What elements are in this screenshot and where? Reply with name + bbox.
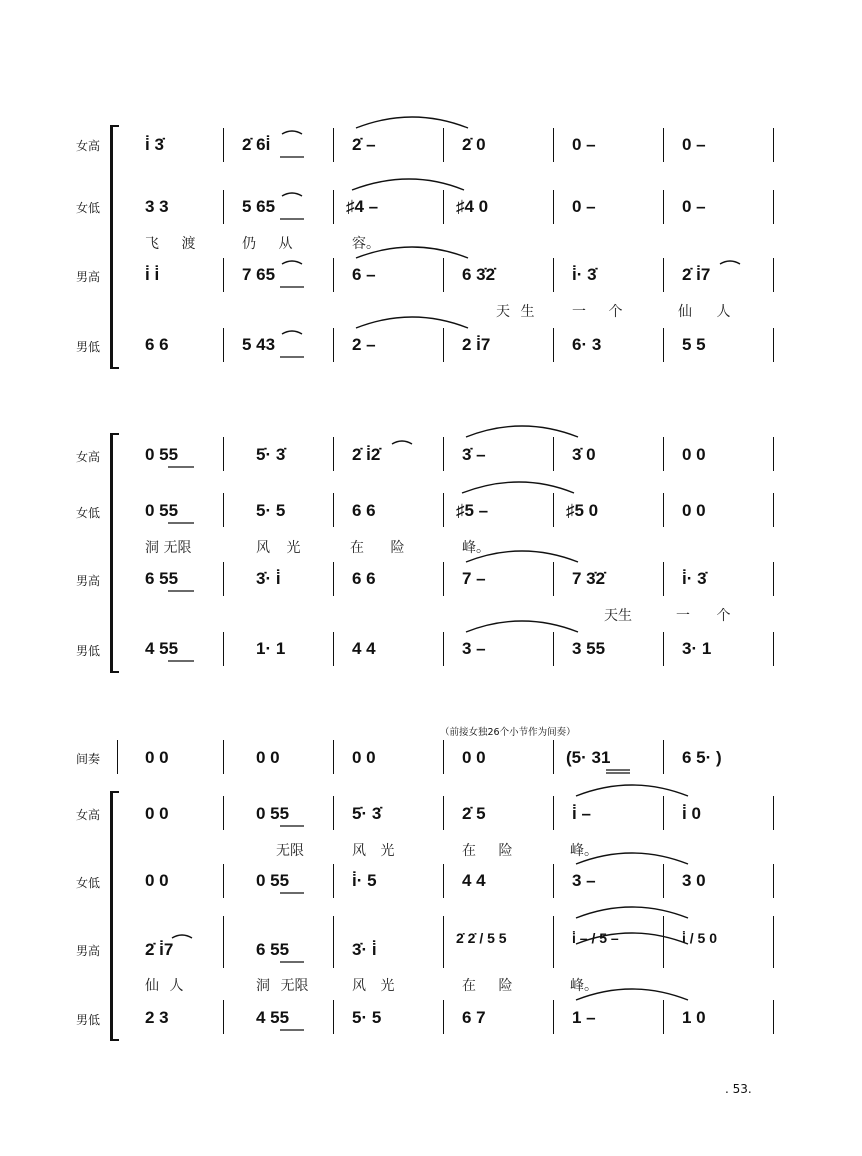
measure: i̇ 0 bbox=[682, 804, 701, 823]
part-label: 女高 bbox=[76, 139, 101, 153]
measure: 5̇· 3̇ bbox=[352, 804, 382, 823]
part-label: 女高 bbox=[76, 450, 101, 464]
measure: 3 0 bbox=[682, 871, 706, 890]
measure: 2̇ i̇7 bbox=[145, 940, 174, 959]
interlude-bracket bbox=[117, 740, 118, 774]
measure: 6 55 bbox=[256, 940, 290, 959]
barline bbox=[773, 796, 774, 830]
measure: 5· 5 bbox=[256, 501, 286, 520]
barline bbox=[443, 1000, 444, 1034]
measure: i̇ 3̇ bbox=[145, 135, 164, 154]
measure: 6 3̇2̇ bbox=[462, 265, 496, 284]
tie-arc bbox=[356, 317, 468, 328]
short-slur bbox=[392, 441, 412, 444]
barline bbox=[663, 562, 664, 596]
measure: 2̇ i̇2̇ bbox=[352, 445, 381, 464]
part-label: 男高 bbox=[76, 944, 101, 958]
barline bbox=[223, 328, 224, 362]
part-label: 男高 bbox=[76, 574, 101, 588]
measure: ♯4 0 bbox=[456, 197, 489, 216]
barline bbox=[663, 740, 664, 774]
lyric: 一 个 bbox=[572, 304, 623, 320]
measure: i̇ i̇ bbox=[145, 265, 160, 284]
barline bbox=[553, 796, 554, 830]
barline bbox=[553, 190, 554, 224]
measure: 5 5 bbox=[682, 335, 706, 354]
measure: 4 55 bbox=[256, 1008, 290, 1027]
lyric: 仙 人 bbox=[678, 304, 731, 320]
measure: 2̇ – bbox=[352, 135, 376, 154]
measure: (5· 31 bbox=[566, 748, 611, 767]
measure: 7 3̇2̇ bbox=[572, 569, 606, 588]
measure: 0 55 bbox=[256, 871, 290, 890]
barline bbox=[223, 864, 224, 898]
barline bbox=[553, 740, 554, 774]
measure: 0 55 bbox=[256, 804, 290, 823]
barline bbox=[443, 916, 444, 968]
measure: 6 6 bbox=[352, 569, 376, 588]
lyric: 风 光 bbox=[352, 978, 395, 994]
lyric: 洞 无限 bbox=[256, 978, 309, 994]
lyric: 风 光 bbox=[352, 843, 395, 859]
measure: 1 0 bbox=[682, 1008, 706, 1027]
measure: 3̇· i̇ bbox=[352, 940, 377, 959]
barline bbox=[223, 493, 224, 527]
short-slur bbox=[282, 331, 302, 334]
measure: 0 0 bbox=[145, 748, 169, 767]
barline bbox=[553, 1000, 554, 1034]
barline bbox=[663, 1000, 664, 1034]
part-label: 女高 bbox=[76, 808, 101, 822]
barline bbox=[553, 562, 554, 596]
measure: 3̇ – bbox=[462, 445, 486, 464]
barline bbox=[223, 258, 224, 292]
barline bbox=[223, 740, 224, 774]
tie-arc bbox=[576, 907, 688, 918]
short-slur bbox=[720, 261, 740, 264]
measure: 5· 5 bbox=[352, 1008, 382, 1027]
measure: 2̇ i̇7 bbox=[682, 265, 711, 284]
system-brace bbox=[110, 125, 119, 369]
tie-arc bbox=[356, 117, 468, 128]
barline bbox=[553, 864, 554, 898]
barline bbox=[333, 916, 334, 968]
barline bbox=[663, 796, 664, 830]
barline bbox=[773, 328, 774, 362]
barline bbox=[663, 328, 664, 362]
measure: 6 6 bbox=[352, 501, 376, 520]
measure: 5̇· 3̇ bbox=[256, 445, 286, 464]
barline bbox=[663, 190, 664, 224]
part-label: 间奏 bbox=[76, 752, 101, 766]
lyric: 飞 渡 bbox=[145, 236, 196, 252]
measure: 6 – bbox=[352, 265, 376, 284]
barline bbox=[443, 632, 444, 666]
part-label: 男低 bbox=[76, 340, 101, 354]
measure: 5 65 bbox=[242, 197, 276, 216]
measure: 3 – bbox=[572, 871, 596, 890]
lyric: 在 险 bbox=[462, 978, 513, 994]
measure: i̇ / 5 0 bbox=[682, 930, 718, 946]
part-label: 女低 bbox=[76, 201, 101, 215]
lyric: 在 险 bbox=[462, 843, 513, 859]
barline bbox=[223, 562, 224, 596]
barline bbox=[443, 258, 444, 292]
part-label: 女低 bbox=[76, 876, 101, 890]
barline bbox=[773, 128, 774, 162]
barline bbox=[333, 328, 334, 362]
barline bbox=[223, 916, 224, 968]
barline bbox=[773, 562, 774, 596]
measure: 0 0 bbox=[256, 748, 280, 767]
measure: i̇ – bbox=[572, 804, 591, 823]
tie-arc bbox=[576, 785, 688, 796]
measure: 2̇ 5 bbox=[462, 804, 486, 823]
measure: 0 0 bbox=[682, 501, 706, 520]
lyric: 洞 无限 bbox=[145, 540, 192, 556]
lyric: 无限 bbox=[276, 843, 304, 859]
tie-arc bbox=[352, 179, 464, 190]
barline bbox=[223, 128, 224, 162]
barline bbox=[663, 258, 664, 292]
barline bbox=[443, 493, 444, 527]
lyric: 峰。 bbox=[570, 978, 598, 994]
lyric: 在 险 bbox=[350, 540, 405, 556]
measure: 0 – bbox=[682, 135, 706, 154]
barline bbox=[773, 864, 774, 898]
barline bbox=[663, 632, 664, 666]
measure: 0 0 bbox=[352, 748, 376, 767]
barline bbox=[333, 128, 334, 162]
barline bbox=[333, 1000, 334, 1034]
measure: 3 – bbox=[462, 639, 486, 658]
measure: 0 55 bbox=[145, 501, 179, 520]
lyric: 一 个 bbox=[676, 608, 731, 624]
short-slur bbox=[282, 131, 302, 134]
measure: 4 55 bbox=[145, 639, 179, 658]
measure: 0 55 bbox=[145, 445, 179, 464]
barline bbox=[773, 1000, 774, 1034]
short-slur bbox=[282, 193, 302, 196]
barline bbox=[553, 632, 554, 666]
measure: 3 3 bbox=[145, 197, 169, 216]
barline bbox=[663, 916, 664, 968]
measure: 7 – bbox=[462, 569, 486, 588]
measure: 2 3 bbox=[145, 1008, 169, 1027]
barline bbox=[223, 437, 224, 471]
measure: 6 7 bbox=[462, 1008, 486, 1027]
barline bbox=[773, 437, 774, 471]
measure: 1· 1 bbox=[256, 639, 286, 658]
lyric: 峰。 bbox=[570, 843, 598, 859]
short-slur bbox=[282, 261, 302, 264]
measure: 0 – bbox=[682, 197, 706, 216]
measure: 3̇· i̇ bbox=[256, 569, 281, 588]
measure: 3· 1 bbox=[682, 639, 712, 658]
measure: 4 4 bbox=[462, 871, 486, 890]
measure: i̇· 5 bbox=[352, 871, 377, 890]
barline bbox=[223, 1000, 224, 1034]
barline bbox=[443, 128, 444, 162]
measure: 6· 3 bbox=[572, 335, 602, 354]
barline bbox=[333, 493, 334, 527]
measure: ♯5 0 bbox=[566, 501, 599, 520]
barline bbox=[223, 632, 224, 666]
measure: 4 4 bbox=[352, 639, 376, 658]
measure: 1 – bbox=[572, 1008, 596, 1027]
barline bbox=[443, 437, 444, 471]
measure: i̇ – / 5 – bbox=[572, 930, 619, 946]
barline bbox=[553, 258, 554, 292]
part-label: 男高 bbox=[76, 270, 101, 284]
barline bbox=[223, 190, 224, 224]
barline bbox=[333, 258, 334, 292]
measure: 3̇ 0 bbox=[572, 445, 596, 464]
lyric: 峰。 bbox=[462, 540, 490, 556]
barline bbox=[333, 562, 334, 596]
measure: 0 0 bbox=[145, 871, 169, 890]
measure: 2̇ 6i̇ bbox=[242, 135, 271, 154]
barline bbox=[443, 562, 444, 596]
barline bbox=[773, 916, 774, 968]
tie-arc bbox=[466, 426, 578, 437]
barline bbox=[773, 258, 774, 292]
measure: 7 65 bbox=[242, 265, 276, 284]
tie-arc bbox=[466, 621, 578, 632]
measure: ♯4 – bbox=[346, 197, 379, 216]
barline bbox=[333, 437, 334, 471]
barline bbox=[333, 864, 334, 898]
measure: 0 – bbox=[572, 135, 596, 154]
lyric: 天 生 bbox=[496, 304, 535, 320]
measure: 0 – bbox=[572, 197, 596, 216]
barline bbox=[553, 493, 554, 527]
short-slur bbox=[172, 935, 192, 938]
measure: ♯5 – bbox=[456, 501, 489, 520]
lyric: 风 光 bbox=[256, 540, 301, 556]
measure: 5 43 bbox=[242, 335, 276, 354]
lyric: 天生 bbox=[604, 608, 632, 624]
measure: 0 0 bbox=[145, 804, 169, 823]
system-brace bbox=[110, 433, 119, 673]
barline bbox=[553, 916, 554, 968]
measure: 2 – bbox=[352, 335, 376, 354]
barline bbox=[333, 190, 334, 224]
barline bbox=[443, 796, 444, 830]
measure: 0 0 bbox=[462, 748, 486, 767]
barline bbox=[223, 796, 224, 830]
barline bbox=[553, 328, 554, 362]
barline bbox=[333, 796, 334, 830]
barline bbox=[663, 864, 664, 898]
part-label: 男低 bbox=[76, 1013, 101, 1027]
barline bbox=[333, 740, 334, 774]
barline bbox=[553, 437, 554, 471]
measure: 0 0 bbox=[682, 445, 706, 464]
barline bbox=[443, 328, 444, 362]
barline bbox=[443, 190, 444, 224]
barline bbox=[663, 437, 664, 471]
part-label: 女低 bbox=[76, 506, 101, 520]
barline bbox=[663, 493, 664, 527]
measure: 2 i̇7 bbox=[462, 335, 491, 354]
lyric: 仍 从 bbox=[242, 236, 293, 252]
barline bbox=[553, 128, 554, 162]
measure: i̇· 3̇ bbox=[572, 265, 597, 284]
barline bbox=[773, 493, 774, 527]
barline bbox=[773, 632, 774, 666]
measure: 2̇ 0 bbox=[462, 135, 486, 154]
barline bbox=[773, 190, 774, 224]
barline bbox=[663, 128, 664, 162]
measure: 6 6 bbox=[145, 335, 169, 354]
barline bbox=[333, 632, 334, 666]
measure: i̇· 3̇ bbox=[682, 569, 707, 588]
barline bbox=[443, 740, 444, 774]
tie-arc bbox=[462, 482, 574, 493]
measure: 6 55 bbox=[145, 569, 179, 588]
measure: 2̇ 2̇ / 5 5 bbox=[456, 930, 507, 946]
interlude-note: （前接女独26个小节作为间奏） bbox=[440, 727, 576, 738]
barline bbox=[443, 864, 444, 898]
lyric: 容。 bbox=[352, 236, 380, 252]
measure: 3 55 bbox=[572, 639, 606, 658]
measure: 6 5· ) bbox=[682, 748, 722, 767]
page-number: . 53. bbox=[725, 1082, 752, 1096]
part-label: 男低 bbox=[76, 644, 101, 658]
lyric: 仙 人 bbox=[145, 978, 184, 994]
system-brace bbox=[110, 791, 119, 1041]
